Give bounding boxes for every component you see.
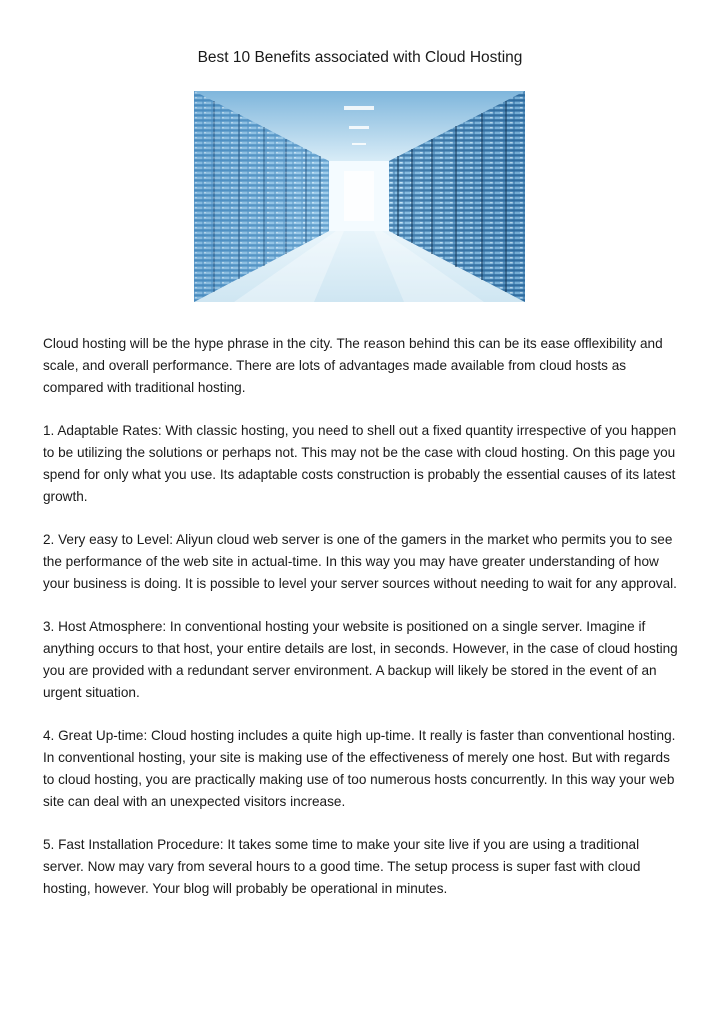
benefit-3-paragraph: 3. Host Atmosphere: In conventional hosting your website is positioned on a single server. Imagine if anything occurs to that host, your entire details are lost, in seconds. However, in the case of cloud hosting you are provided with a redundant server environment. A backup will likely be stored in the event of an urgent situation. — [43, 619, 678, 700]
server-room-photo-icon — [194, 91, 525, 302]
benefit-4-paragraph: 4. Great Up-time: Cloud hosting includes a quite high up-time. It really is faster than conventional hosting. In conventional hosting, your site is making use of the effectiveness of merely one host. But with regards to cloud hosting, you are practically making use of too numerous hosts concurrently. In this way your web site can deal with an unexpected visitors increase. — [43, 728, 676, 809]
document-title: Best 10 Benefits associated with Cloud Hosting — [197, 49, 523, 66]
article-body — [43, 333, 683, 922]
benefit-1-paragraph: 1. Adaptable Rates: With classic hosting, you need to shell out a fixed quantity irrespective of you happen to be utilizing the solutions or perhaps not. This may not be the case with cloud hosting. On this page you spend for only what you use. Its adaptable costs construction is probably the essential causes of its latest growth. — [43, 423, 677, 504]
intro-paragraph: Cloud hosting will be the hype phrase in the city. The reason behind this can be its ease offlexibility and scale, and overall performance. There are lots of advantages made available from cloud hosts as compared with traditional hosting. — [43, 336, 663, 395]
benefit-5-paragraph: 5. Fast Installation Procedure: It takes some time to make your site live if you are using a traditional server. Now may vary from several hours to a good time. The setup process is super fast with cloud hosting, however. Your blog will probably be operational in minutes. — [43, 837, 641, 896]
server-room-image — [194, 91, 525, 302]
benefit-2-paragraph: 2. Very easy to Level: Aliyun cloud web server is one of the gamers in the market who permits you to see the performance of the web site in actual-time. In this way you may have greater understanding of how your business is doing. It is possible to level your server sources without needing to wait for any approval. — [43, 532, 677, 591]
